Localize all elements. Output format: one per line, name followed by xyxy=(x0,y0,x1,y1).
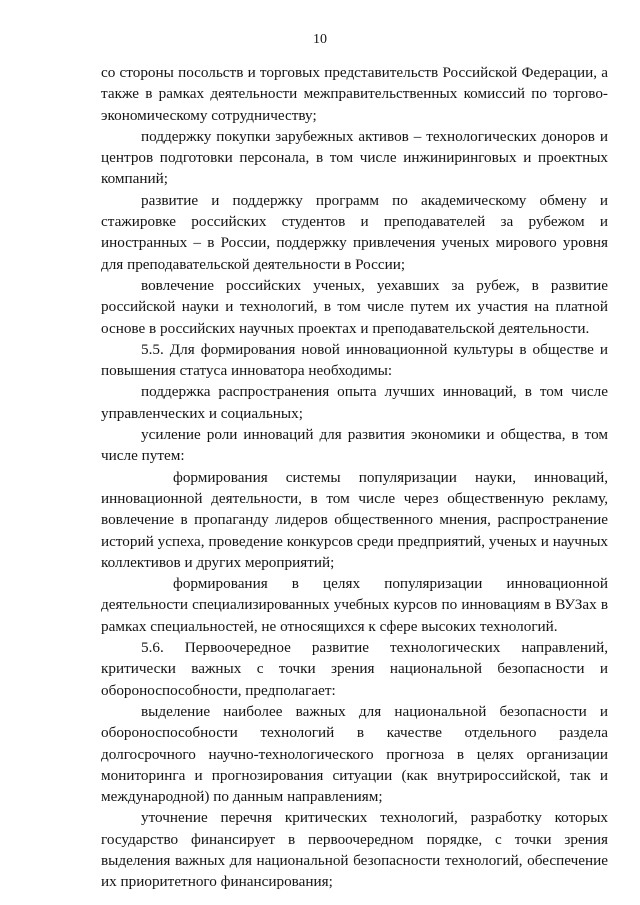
page-number: 10 xyxy=(313,32,327,47)
paragraph-foreign-assets: поддержку покупки зарубежных активов – технологических доноров и центров подготовки персонала, в том числе инжиниринговых и проектных компаний; xyxy=(101,127,608,188)
paragraph-popularization-system: формирования системы популяризации науки, инноваций, инновационной деятельности, в том числе через общественную рекламу, вовлечение в пропаганду лидеров общественного мнения, распространение историй успеха, проведение конкурсов среди предприятий, ученых и научных коллективов и других мероприятий; xyxy=(101,468,608,571)
paragraph-critical-technologies: уточнение перечня критических технологий, разработку которых государство финансирует в первоочередном порядке, с точки зрения выделения важных для национальной безопасности технологий, обеспечение их приоритетного финансирования; xyxy=(101,809,608,891)
paragraph-university-courses: формирования в целях популяризации инновационной деятельности специализированных учебных курсов по инновациям в ВУЗах в рамках специальностей, не относящихся к сфере высоких технологий. xyxy=(101,575,608,635)
paragraph-continuation: со стороны посольств и торговых представительств Российской Федерации, а также в рамках деятельности межправительственных комиссий по торгово-экономическому сотрудничеству; xyxy=(101,64,608,124)
paragraph-academic-exchange: развитие и поддержку программ по академическому обмену и стажировке российских студентов и преподавателей за рубежом и иностранных – в России, поддержку привлечения ученых мирового уровня для преподавательской деятельности в России; xyxy=(101,191,608,273)
paragraph-best-practices: поддержка распространения опыта лучших инноваций, в том числе управленческих и социальных; xyxy=(101,383,608,422)
section-5-6: 5.6. Первоочередное развитие технологических направлений, критически важных с точки зрения национальной безопасности и обороноспособности, предполагает: xyxy=(101,639,608,699)
section-5-5: 5.5. Для формирования новой инновационной культуры в обществе и повышения статуса инноватора необходимы: xyxy=(101,340,608,380)
paragraph-emigrant-scientists: вовлечение российских ученых, уехавших за рубеж, в развитие российской науки и технологий, в том числе путем их участия на платной основе в российских научных проектах и преподавательской деятельности. xyxy=(101,276,608,337)
paragraph-innovation-role: усиление роли инноваций для развития экономики и общества, в том числе путем: xyxy=(101,426,608,465)
body-text xyxy=(101,62,608,893)
paragraph-security-technologies: выделение наиболее важных для национальной безопасности и обороноспособности технологий в качестве отдельного раздела долгосрочного научно-технологического прогноза в целях организации мониторинга и прогнозирования ситуации (как внутрироссийской, так и международной) по данным направлениям; xyxy=(101,702,608,806)
